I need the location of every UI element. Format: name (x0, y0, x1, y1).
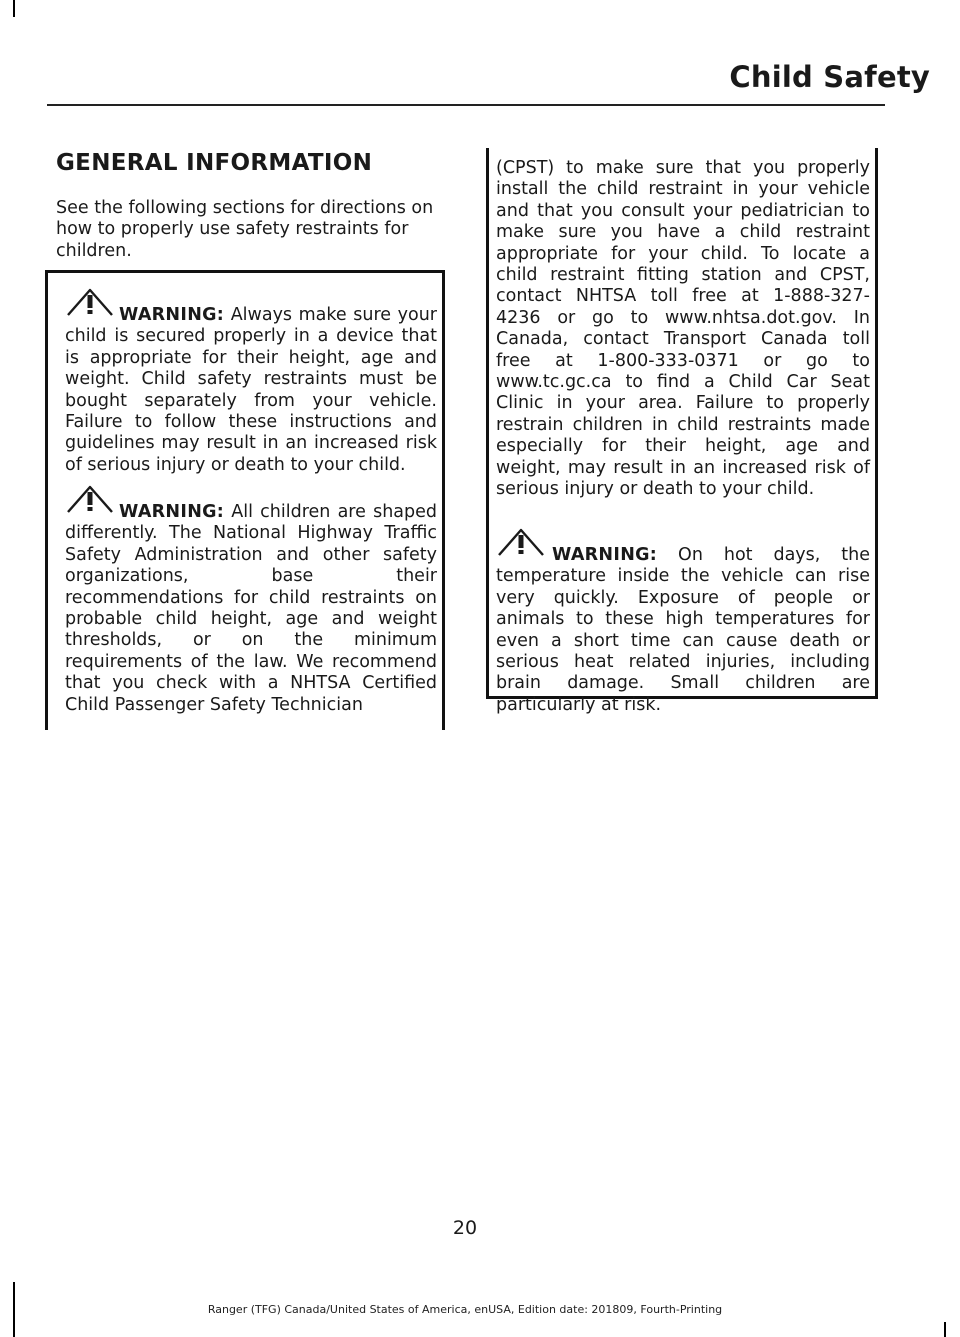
warning-2-continuation: (CPST) to make sure that you properly install the child restraint in your vehicle and that you consult your pediatrician to make sure you have a child restraint appropriate for your child. To locate a child restraint fitting station and CPST, contact NHTSA toll free at 1-888-327-4236 or go to www.nhtsa.dot.gov. In Canada, contact Transport Canada toll free at 1-800-333-0371 or go to www.tc.gc.ca to find a Child Car Seat Clinic in your area. Failure to properly restrain children in child restraints made especially for their height, age and weight, may result in an increased risk of serious injury or death to your child. (496, 158, 870, 500)
warning-2-text: All children are shaped differently. The National Highway Traffic Safety Administration and other safety organizations, base their recommendations for child restraints on probable child height, age and weight thresholds, or on the minimum requirements of the law. We recommend that you check with a NHTSA Certified Child Passenger Safety Technician (65, 502, 437, 715)
warning-3 (496, 545, 870, 716)
warning-3-label: WARNING: (552, 545, 658, 565)
intro-paragraph: See the following sections for directions on how to properly use safety restraints for children. (56, 198, 434, 261)
warning-2 (65, 502, 437, 716)
warning-1 (65, 305, 437, 476)
warning-1-text: Always make sure your child is secured properly in a device that is appropriate for their height, age and weight. Child safety restraints must be bought separately from your vehicle. Failure to follow these instructions and guidelines may result in an increased risk of serious injury or death to your child. (65, 305, 437, 475)
footer-edition-info: Ranger (TFG) Canada/United States of America, enUSA, Edition date: 201809, Fourth-Printing (207, 1303, 723, 1316)
warning-3-text: On hot days, the temperature inside the vehicle can rise very quickly. Exposure of people or animals to these high temperatures for even a short time can cause death or serious heat related injuries, including brain damage. Small children are particularly at risk. (496, 545, 870, 715)
crop-mark-top-left (13, 0, 15, 17)
page-header-title: Child Safety (729, 60, 930, 94)
page-number: 20 (452, 1217, 478, 1239)
warning-1-label: WARNING: (119, 305, 225, 325)
header-divider (47, 104, 885, 106)
section-title: GENERAL INFORMATION (56, 150, 373, 176)
crop-mark-bottom-right (944, 1322, 946, 1337)
warning-2-label: WARNING: (119, 502, 225, 522)
